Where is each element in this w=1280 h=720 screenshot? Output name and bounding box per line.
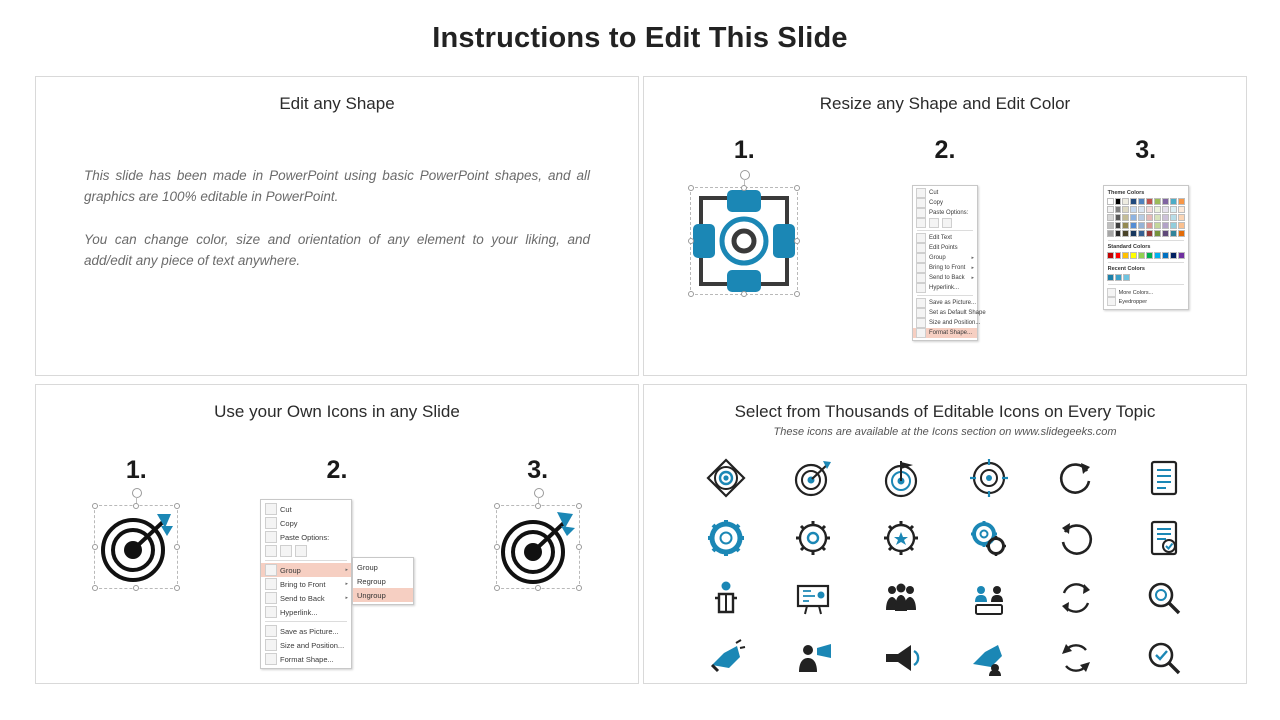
swatch-tint-4[interactable] [1130,206,1137,213]
handle3-bottom-left[interactable] [494,585,500,591]
swatch-theme-7[interactable] [1154,198,1161,205]
swatch-recent-3[interactable] [1123,274,1130,281]
picker-separator-3 [1108,284,1184,285]
menu-item-edit-text-label: Edit Text [928,235,952,241]
rotate-handle[interactable] [740,170,750,180]
paste-icon-2 [265,531,277,543]
person-speech-icon [793,638,833,678]
target-dart-icon [793,458,833,498]
own-icons-step-1: 1. [125,456,147,484]
paste-option-a-icon [916,218,926,228]
eyedropper-icon [1107,297,1116,306]
swatch-std-6[interactable] [1146,252,1153,259]
handle3-middle-right[interactable] [576,544,582,550]
swatch-tint3-1[interactable] [1107,222,1114,229]
resize-step-3: 3. [1135,136,1157,164]
handle-bottom-right[interactable] [794,291,800,297]
swatch-tint4-6[interactable] [1146,230,1153,237]
resize-illustrations [644,171,1246,341]
menu-item-cut-label: Cut [928,190,939,196]
rotate-handle-2[interactable] [132,488,142,498]
swatch-tint2-3[interactable] [1122,214,1129,221]
paste-option-b-icon [929,218,939,228]
paste-option-c-icon [942,218,952,228]
icon-cell-3[interactable] [857,452,945,504]
icon-cell-13[interactable] [682,572,770,624]
target-dart-ungrouped-icon [497,506,579,588]
magnifier-icon [1144,578,1184,618]
picker-separator-2 [1108,262,1184,263]
panel-own-icons-title: Use your Own Icons in any Slide [214,402,460,421]
panel-own-icons [35,384,639,684]
icons-menu-item-format-shape-label: Format Shape... [279,654,334,664]
cut-icon [916,188,926,198]
selection-box-target-1[interactable] [94,505,178,589]
icon-cell-19[interactable] [682,632,770,684]
panel-grid [35,76,1247,694]
standard-colors-label: Standard Colors [1107,244,1151,250]
swatch-tint4-4[interactable] [1130,230,1137,237]
swatch-tint2-1[interactable] [1107,214,1114,221]
swatch-std-5[interactable] [1138,252,1145,259]
panel-edit-shape [35,76,639,376]
menu-item-hyperlink[interactable] [913,283,977,293]
cut-icon-2 [265,503,277,515]
icon-cell-7[interactable] [682,512,770,564]
icons-menu-item-send-to-back[interactable] [261,591,351,605]
handle2-middle-right[interactable] [174,544,180,550]
paste-option-c-icon-2 [295,545,307,557]
swatch-tint2-10[interactable] [1178,214,1185,221]
swatch-tint3-8[interactable] [1162,222,1169,229]
own-icons-illustration-3 [438,495,637,589]
chevron-right-icon-6: ▸ [345,595,348,601]
edit-text-icon [916,233,926,243]
theme-colors-row-1[interactable] [1107,198,1185,205]
more-colors-label: More Colors... [1118,289,1154,296]
target-flag-icon [881,458,921,498]
group-icon-2 [265,564,277,576]
panel-editable-icons-title: Select from Thousands of Editable Icons on Every Topic [734,402,1156,421]
swatch-tint-10[interactable] [1178,206,1185,213]
swatch-tint-1[interactable] [1107,206,1114,213]
recent-colors-row[interactable] [1107,274,1185,281]
icons-menu-item-size-position-label: Size and Position... [279,640,345,650]
handle3-middle-left[interactable] [494,544,500,550]
swatch-tint4-5[interactable] [1138,230,1145,237]
paste-option-b-icon-2 [280,545,292,557]
icons-menu-separator-1 [265,560,347,561]
swatch-tint4-3[interactable] [1122,230,1129,237]
send-back-icon [916,273,926,283]
target-dart-black-icon [95,506,177,588]
icons-menu-item-paste-options-label: Paste Options: [279,532,330,542]
menu-item-size-position[interactable] [913,318,981,328]
handle2-bottom-center[interactable] [133,585,139,591]
swatch-theme-6[interactable] [1146,198,1153,205]
swatch-theme-9[interactable] [1170,198,1177,205]
copy-icon [916,198,926,208]
swatch-tint-8[interactable] [1162,206,1169,213]
swatch-tint3-3[interactable] [1122,222,1129,229]
default-shape-icon [916,308,926,318]
picker-separator-1 [1108,240,1184,241]
swatch-tint3-7[interactable] [1154,222,1161,229]
swatch-tint3-6[interactable] [1146,222,1153,229]
icon-cell-20[interactable] [770,632,858,684]
menu-item-group-label: Group [928,255,946,261]
size-position-icon-2 [265,639,277,651]
panel-edit-shape-paragraph-2: You can change color, size and orientation of any element to your liking, and add/edit any piece of text anywhere. [84,231,590,268]
icons-menu-item-bring-to-front-label: Bring to Front [279,579,326,589]
icon-cell-22[interactable] [945,632,1033,684]
icons-menu-item-send-to-back-label: Send to Back [279,593,325,603]
menu-item-set-default-shape[interactable] [913,308,986,318]
context-menu-icons[interactable] [260,499,352,669]
menu-item-send-to-back[interactable] [913,273,977,283]
handle2-top-right[interactable] [174,503,180,509]
menu-separator-1 [917,230,973,231]
panel-resize-shape [643,76,1247,376]
icon-cell-24[interactable] [1120,632,1208,684]
more-colors-option[interactable] [1107,288,1185,297]
icon-cell-2[interactable] [770,452,858,504]
paste-icon [916,208,926,218]
icon-cell-12[interactable] [1120,512,1208,564]
swatch-theme-5[interactable] [1138,198,1145,205]
menu-item-set-default-shape-label: Set as Default Shape [928,310,986,316]
icons-menu-item-paste-options[interactable] [261,530,351,544]
handle3-top-center[interactable] [535,503,541,509]
presentation-board-icon [793,578,833,618]
menu-item-copy-label: Copy [928,200,943,206]
resize-illustration-3 [1046,171,1245,310]
menu-item-edit-text[interactable] [913,233,977,243]
resize-steps [644,136,1246,165]
icon-cell-16[interactable] [945,572,1033,624]
paste-option-a-icon-2 [265,545,277,557]
swatch-tint4-1[interactable] [1107,230,1114,237]
swatch-theme-4[interactable] [1130,198,1137,205]
menu-item-save-as-picture[interactable] [913,298,977,308]
menu-item-edit-points[interactable] [913,243,977,253]
swatch-recent-1[interactable] [1107,274,1114,281]
panel-edit-shape-title: Edit any Shape [279,94,395,113]
context-menu-shape[interactable] [912,185,986,341]
send-back-icon-2 [265,592,277,604]
icon-cell-10[interactable] [945,512,1033,564]
swatch-tint2-5[interactable] [1138,214,1145,221]
icons-menu-item-save-as-picture[interactable] [261,624,351,638]
swatch-std-8[interactable] [1162,252,1169,259]
panel-editable-icons [643,384,1247,684]
swatch-tint-2[interactable] [1115,206,1122,213]
icon-cell-17[interactable] [1033,572,1121,624]
megaphone-side-icon [881,638,921,678]
swatch-tint4-2[interactable] [1115,230,1122,237]
icons-menu-item-save-as-picture-label: Save as Picture... [279,626,339,636]
icons-menu-item-size-position[interactable] [261,638,351,652]
icons-menu-item-bring-to-front[interactable] [261,577,351,591]
bring-front-icon-2 [265,578,277,590]
group-people-icon [881,578,921,618]
sync-arrows-icon [1056,578,1096,618]
copy-icon-2 [265,517,277,529]
swatch-tint2-2[interactable] [1115,214,1122,221]
swatch-tint4-10[interactable] [1178,230,1185,237]
save-picture-icon-2 [265,625,277,637]
icon-cell-15[interactable] [857,572,945,624]
size-position-icon [916,318,926,328]
menu-separator-2 [917,295,973,296]
menu-item-cut[interactable] [913,188,977,198]
handle2-bottom-right[interactable] [174,585,180,591]
swatch-std-7[interactable] [1154,252,1161,259]
swatch-std-10[interactable] [1178,252,1185,259]
panel-editable-icons-subtitle: These icons are available at the Icons section on www.slidegeeks.com [773,426,1117,438]
resize-illustration-2 [846,171,1045,341]
panel-edit-shape-paragraph-1: This slide has been made in PowerPoint using basic PowerPoint shapes, and all graphics are 100% editable in PowerPoint. [84,168,590,204]
format-shape-icon-2 [265,653,277,665]
handle-middle-right[interactable] [794,238,800,244]
own-icons-steps [36,456,638,485]
submenu-item-ungroup[interactable] [353,588,413,602]
own-icons-illustrations [36,495,638,669]
own-icons-step-2: 2. [326,456,348,484]
icon-cell-18[interactable] [1120,572,1208,624]
swatch-std-9[interactable] [1170,252,1177,259]
menu-item-copy[interactable] [913,198,977,208]
icon-cell-11[interactable] [1033,512,1121,564]
icon-cell-4[interactable] [945,452,1033,504]
menu-item-format-shape-label: Format Shape... [928,330,973,336]
hyperlink-icon [916,283,926,293]
menu-item-edit-points-label: Edit Points [928,245,958,251]
refresh-arrow-icon [1056,458,1096,498]
swatch-tint4-8[interactable] [1162,230,1169,237]
team-meeting-icon [969,578,1009,618]
menu-item-paste-options-label: Paste Options: [928,210,969,216]
chevron-right-icon-2: ▸ [971,265,974,271]
selection-box-target-2[interactable] [496,505,580,589]
menu-item-group[interactable] [913,253,977,263]
icon-cell-9[interactable] [857,512,945,564]
document-checklist-icon [1144,518,1184,558]
theme-colors-label: Theme Colors [1107,190,1145,196]
submenu-item-ungroup-label: Ungroup [356,590,386,600]
resize-step-1: 1. [733,136,755,164]
chevron-right-icon-3: ▸ [971,275,974,281]
handle2-bottom-left[interactable] [92,585,98,591]
target-puzzle-icon [691,188,797,294]
icons-menu-item-hyperlink-label: Hyperlink... [279,607,318,617]
eyedropper-label: Eyedropper [1118,298,1148,305]
icons-menu-item-format-shape[interactable] [261,652,351,666]
menu-item-size-position-label: Size and Position... [928,320,981,326]
document-list-icon [1144,458,1184,498]
menu-item-paste-options[interactable] [913,208,977,218]
swatch-tint-9[interactable] [1170,206,1177,213]
icon-cell-8[interactable] [770,512,858,564]
icon-library-grid [682,452,1208,684]
more-colors-icon [1107,288,1116,297]
swatch-recent-2[interactable] [1115,274,1122,281]
panel-resize-shape-title: Resize any Shape and Edit Color [819,94,1071,113]
swatch-theme-10[interactable] [1178,198,1185,205]
icon-cell-14[interactable] [770,572,858,624]
menu-item-hyperlink-label: Hyperlink... [928,285,959,291]
icons-menu-item-group[interactable] [261,563,351,577]
own-icons-illustration-1 [37,495,236,589]
group-icon [916,253,926,263]
icons-paste-options-row[interactable] [261,544,351,558]
swatch-tint2-9[interactable] [1170,214,1177,221]
menu-item-bring-to-front-label: Bring to Front [928,265,966,271]
icons-menu-item-cut-label: Cut [279,504,292,514]
save-picture-icon [916,298,926,308]
person-podium-icon [706,578,746,618]
handle3-top-right[interactable] [576,503,582,509]
gear-filled-icon [706,518,746,558]
target-diamond-icon [706,458,746,498]
swatch-tint-7[interactable] [1154,206,1161,213]
page-title: Instructions to Edit This Slide [432,22,848,54]
hyperlink-icon-2 [265,606,277,618]
icons-menu-item-hyperlink[interactable] [261,605,351,619]
color-picker[interactable] [1103,185,1189,310]
swatch-tint2-4[interactable] [1130,214,1137,221]
own-icons-illustration-2 [238,495,437,669]
swatch-theme-8[interactable] [1162,198,1169,205]
swatch-tint2-7[interactable] [1154,214,1161,221]
icon-cell-5[interactable] [1033,452,1121,504]
icons-menu-separator-2 [265,621,347,622]
handle-top-right[interactable] [794,185,800,191]
swatch-tint2-6[interactable] [1146,214,1153,221]
handle3-bottom-center[interactable] [535,585,541,591]
icon-cell-1[interactable] [682,452,770,504]
icons-menu-item-group-label: Group [279,565,301,575]
gear-outline-icon [793,518,833,558]
swatch-tint-3[interactable] [1122,206,1129,213]
swatch-tint3-9[interactable] [1170,222,1177,229]
megaphone-people-icon [969,638,1009,678]
standard-colors-row[interactable] [1107,252,1185,259]
gear-star-icon [881,518,921,558]
submenu-item-group-label: Group [356,562,378,572]
swatch-tint4-7[interactable] [1154,230,1161,237]
selection-box[interactable] [690,187,798,295]
swatch-std-4[interactable] [1130,252,1137,259]
swatch-tint3-5[interactable] [1138,222,1145,229]
chevron-right-icon-5: ▸ [345,581,348,587]
menu-item-save-as-picture-label: Save as Picture... [928,300,977,306]
swatch-tint-5[interactable] [1138,206,1145,213]
icons-menu-item-copy-label: Copy [279,518,298,528]
recent-colors-label: Recent Colors [1107,266,1145,272]
eyedropper-option[interactable] [1107,297,1185,306]
handle-bottom-center[interactable] [741,291,747,297]
swatch-theme-3[interactable] [1122,198,1129,205]
format-shape-icon [916,328,926,338]
swatch-theme-2[interactable] [1115,198,1122,205]
swatch-tint3-10[interactable] [1178,222,1185,229]
circular-arrows-icon [1056,638,1096,678]
search-check-icon [1144,638,1184,678]
submenu-item-regroup-label: Regroup [356,576,386,586]
theme-colors-row-4[interactable] [1107,222,1185,229]
swatch-tint3-2[interactable] [1115,222,1122,229]
own-icons-step-3: 3. [527,456,549,484]
bring-front-icon [916,263,926,273]
handle3-bottom-right[interactable] [576,585,582,591]
group-submenu[interactable] [352,557,414,605]
swatch-tint2-8[interactable] [1162,214,1169,221]
menu-item-send-to-back-label: Send to Back [928,275,965,281]
chevron-right-icon-4: ▸ [345,567,348,573]
theme-colors-row-2[interactable] [1107,206,1185,213]
handle3-top-left[interactable] [494,503,500,509]
chevron-right-icon: ▸ [971,255,974,261]
icon-cell-6[interactable] [1120,452,1208,504]
icon-cell-21[interactable] [857,632,945,684]
swatch-std-2[interactable] [1115,252,1122,259]
icons-menu-item-copy[interactable] [261,516,351,530]
swatch-std-3[interactable] [1122,252,1129,259]
resize-step-2: 2. [934,136,956,164]
rotate-handle-3[interactable] [534,488,544,498]
swatch-tint4-9[interactable] [1170,230,1177,237]
theme-colors-row-5[interactable] [1107,230,1185,237]
rotate-clockwise-icon [1056,518,1096,558]
submenu-item-group[interactable] [353,560,413,574]
paste-options-row[interactable] [913,218,977,228]
handle-bottom-left[interactable] [688,291,694,297]
theme-colors-row-3[interactable] [1107,214,1185,221]
icons-menu-item-cut[interactable] [261,502,351,516]
edit-points-icon [916,243,926,253]
gear-pair-icon [969,518,1009,558]
megaphone-up-icon [706,638,746,678]
menu-item-bring-to-front[interactable] [913,263,977,273]
submenu-item-regroup[interactable] [353,574,413,588]
swatch-tint-6[interactable] [1146,206,1153,213]
swatch-theme-1[interactable] [1107,198,1114,205]
swatch-tint3-4[interactable] [1130,222,1137,229]
target-crosshair-icon [969,458,1009,498]
swatch-std-1[interactable] [1107,252,1114,259]
menu-item-format-shape[interactable] [913,328,977,338]
icon-cell-23[interactable] [1033,632,1121,684]
resize-illustration-1 [645,171,844,295]
